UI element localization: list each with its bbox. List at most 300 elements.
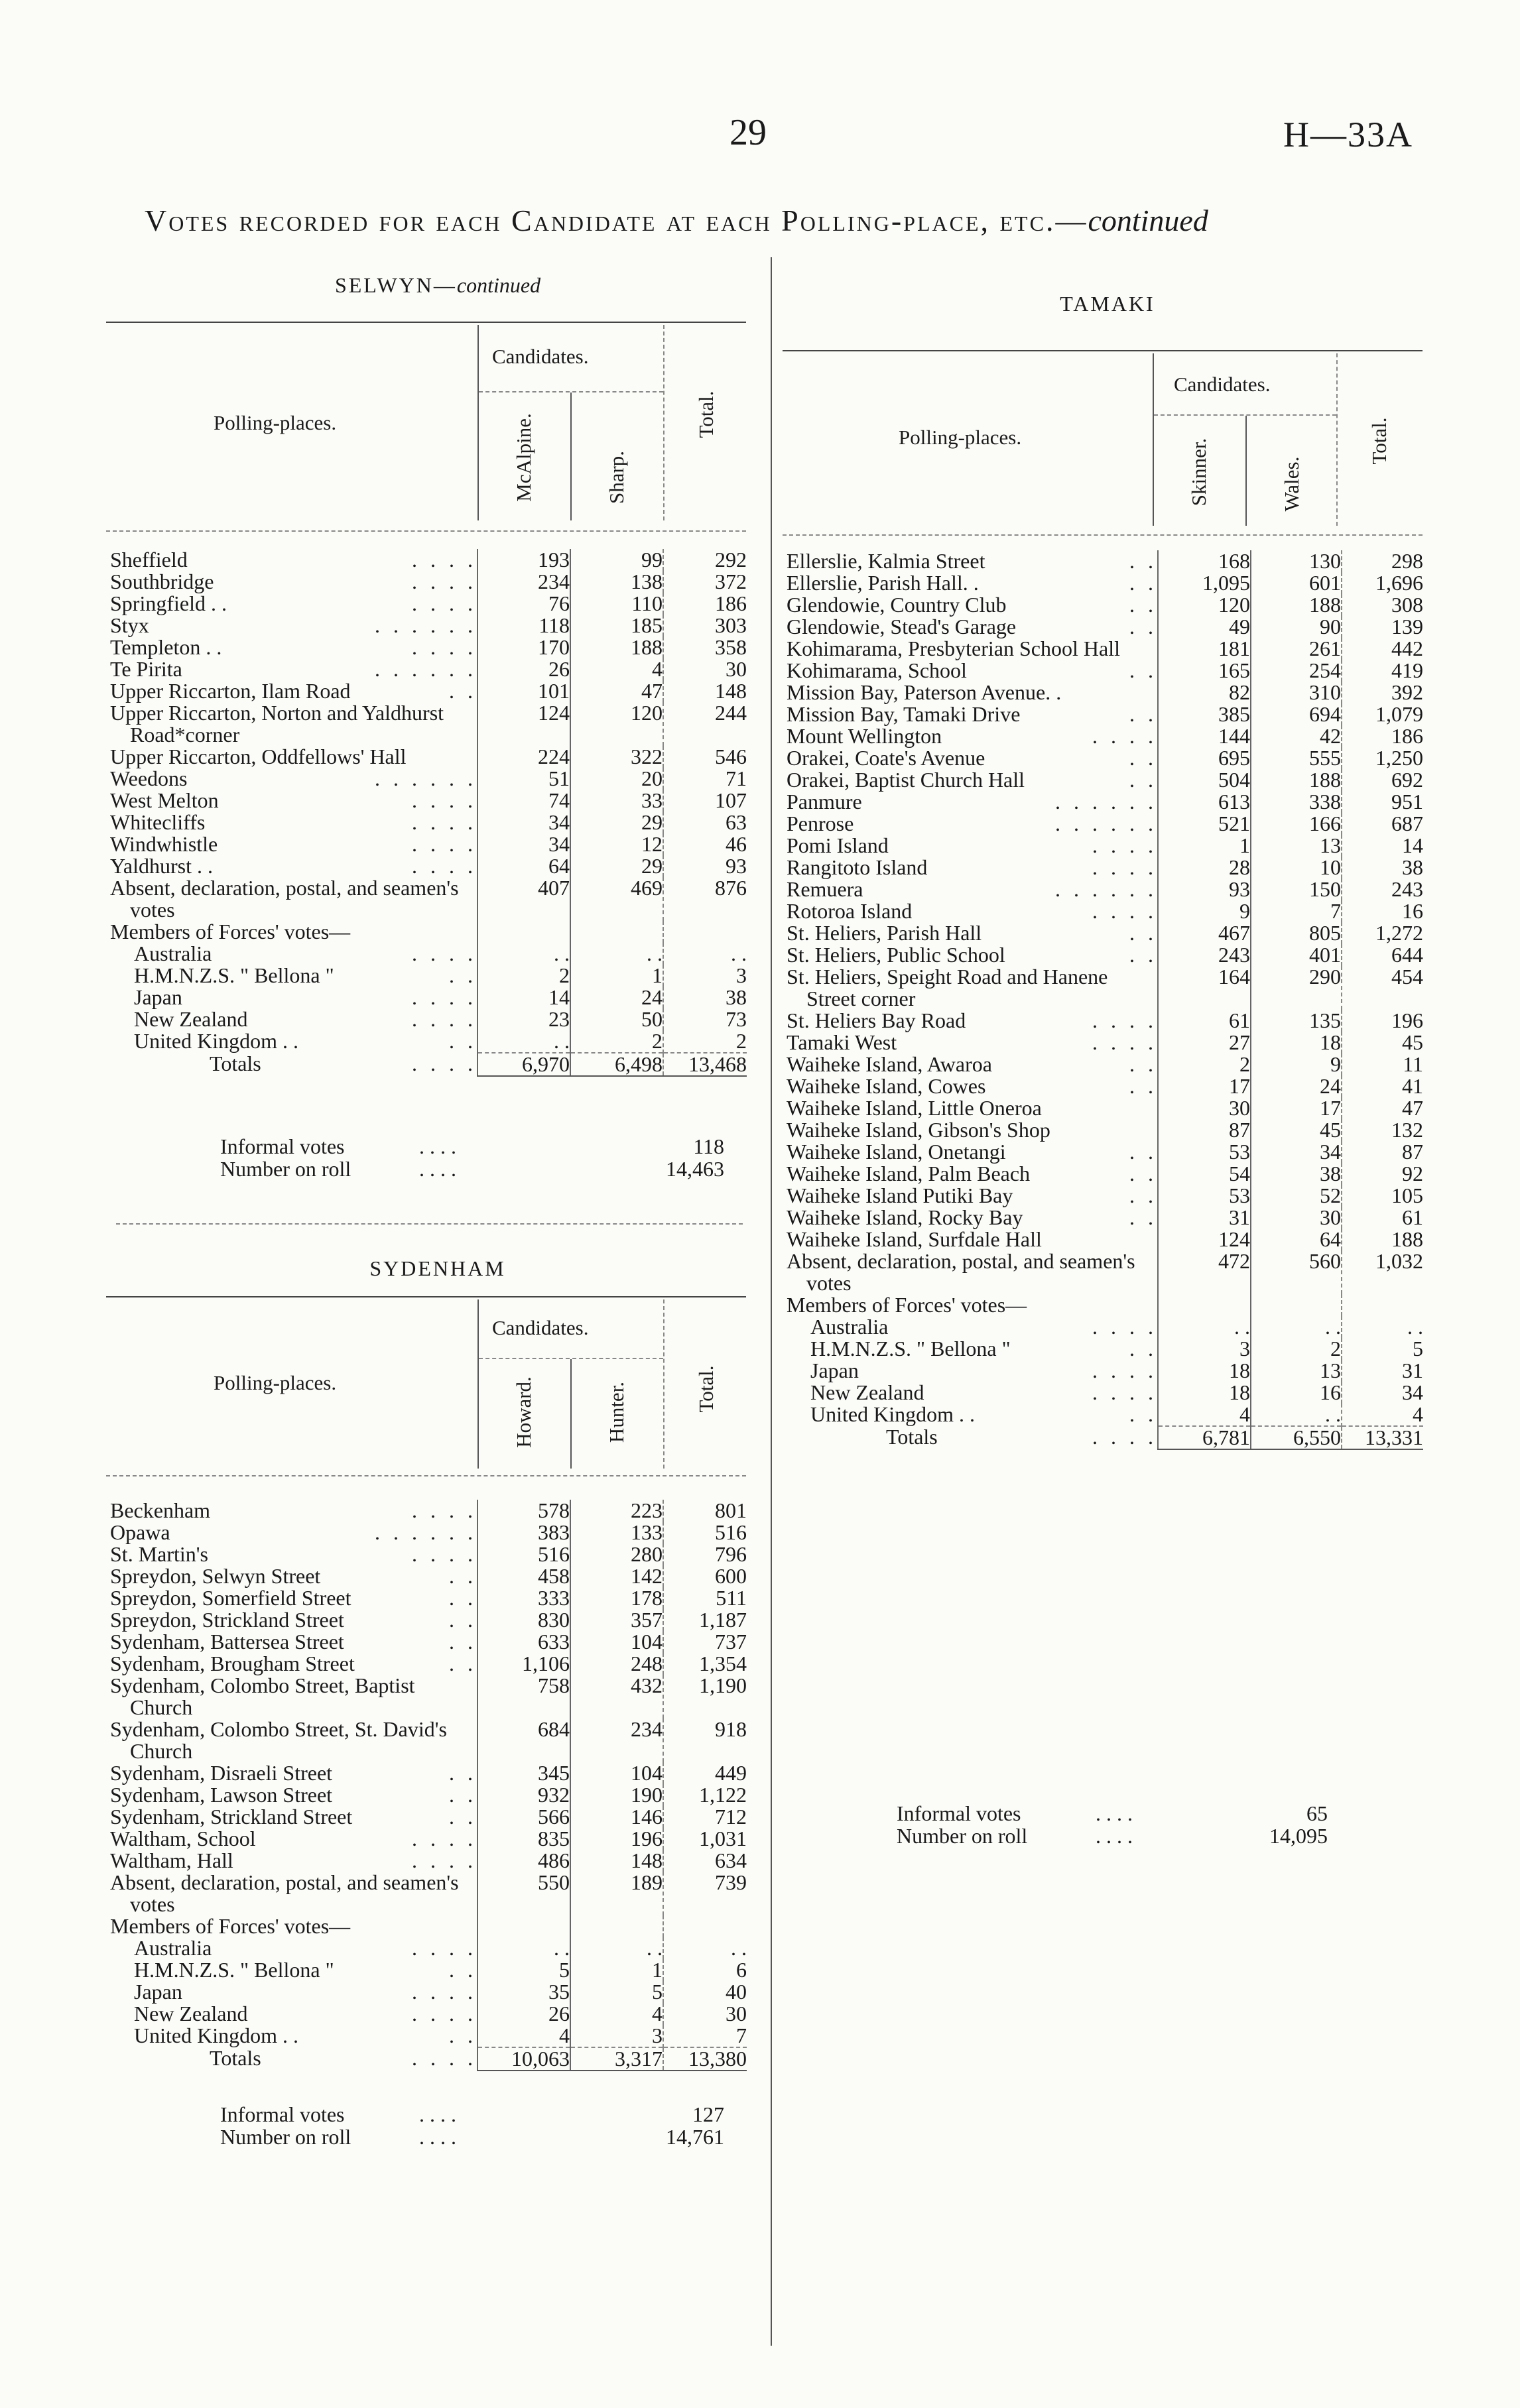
tamaki-table-row bbox=[787, 813, 1423, 835]
polling-place-cell bbox=[110, 1008, 477, 1030]
candidate-1-votes: 613 bbox=[1158, 791, 1251, 813]
polling-place-name: Sheffield bbox=[110, 548, 188, 572]
total-votes: 1,190 bbox=[663, 1675, 747, 1718]
polling-place-name: New Zealand bbox=[134, 1007, 248, 1031]
polling-place-name: Tamaki West bbox=[787, 1030, 897, 1054]
totals-label-cell bbox=[110, 2047, 477, 2071]
polling-place-name: Waiheke Island, Awaroa bbox=[787, 1052, 992, 1076]
candidate-1-votes: 1 bbox=[1158, 835, 1251, 857]
leader-dots: . . . . . . bbox=[1055, 812, 1157, 835]
total-votes: 692 bbox=[1342, 769, 1423, 791]
polling-place-cell bbox=[110, 1981, 477, 2003]
polling-place-name: Rotoroa Island bbox=[787, 899, 913, 923]
tamaki-table-row bbox=[787, 835, 1423, 857]
sydenham-header-rule-bottom bbox=[106, 1475, 746, 1476]
polling-place-cell bbox=[787, 747, 1158, 769]
selwyn-table-row bbox=[110, 987, 747, 1008]
candidate-2-votes: 30 bbox=[1251, 1207, 1342, 1229]
candidate-2-votes: 188 bbox=[570, 636, 663, 658]
candidate-2-votes: 17 bbox=[1251, 1097, 1342, 1119]
candidate-1-votes: 28 bbox=[1158, 857, 1251, 878]
leader-dots: . . . . bbox=[1092, 724, 1157, 748]
total-votes: 392 bbox=[1342, 682, 1423, 703]
tamaki-table-row bbox=[787, 1382, 1423, 1404]
sydenham-informal-votes bbox=[220, 2103, 724, 2126]
sydenham-roll-dots: . . . . bbox=[419, 2125, 456, 2149]
tamaki-informal-dots: . . . . bbox=[1096, 1801, 1133, 1825]
tamaki-totals-row bbox=[787, 1426, 1423, 1449]
leader-dots: . . . . bbox=[412, 810, 477, 834]
candidate-2-votes: 33 bbox=[570, 790, 663, 812]
polling-place-cell bbox=[787, 878, 1158, 900]
total-votes: 358 bbox=[663, 636, 747, 658]
candidate-2-votes: 47 bbox=[570, 680, 663, 702]
leader-dots: . . bbox=[449, 1564, 477, 1588]
totals-label: Totals bbox=[210, 2046, 261, 2070]
document-reference: H—33A bbox=[1283, 115, 1413, 154]
polling-place-cell bbox=[110, 2003, 477, 2025]
tamaki-table-row bbox=[787, 594, 1423, 616]
leader-dots: . . bbox=[449, 1805, 477, 1829]
polling-place-name: St. Heliers, Public School bbox=[787, 943, 1005, 967]
polling-place-name: Sydenham, Disraeli Street bbox=[110, 1761, 333, 1785]
leader-dots: . . bbox=[1129, 1052, 1157, 1076]
leader-dots: . . . . bbox=[412, 1848, 477, 1872]
total-votes: 796 bbox=[663, 1543, 747, 1565]
total-votes: 16 bbox=[1342, 900, 1423, 922]
polling-place-name: Absent, declaration, postal, and seamen's votes bbox=[110, 1870, 459, 1916]
leader-dots: . . . . bbox=[412, 635, 477, 659]
leader-dots: . . bbox=[1129, 571, 1157, 595]
selwyn-candidate-2-header: Sharp. bbox=[605, 450, 628, 505]
candidate-2-votes: 13 bbox=[1251, 1360, 1342, 1382]
sydenham-table-row bbox=[110, 1850, 747, 1872]
polling-place-name: Orakei, Coate's Avenue bbox=[787, 746, 985, 770]
candidate-1-votes: 118 bbox=[477, 615, 570, 636]
tamaki-header-divider-3 bbox=[1336, 353, 1339, 526]
candidate-1-votes: 35 bbox=[477, 1981, 570, 2003]
total-votes: 737 bbox=[663, 1631, 747, 1653]
selwyn-informal-value: 118 bbox=[693, 1134, 724, 1158]
selwyn-table-row bbox=[110, 1008, 747, 1030]
polling-place-name: Panmure bbox=[787, 790, 862, 813]
total-votes: . . bbox=[663, 943, 747, 965]
polling-place-cell bbox=[110, 1828, 477, 1850]
tamaki-table-row bbox=[787, 1163, 1423, 1185]
selwyn-header-rule-top bbox=[106, 322, 746, 323]
candidate-2-votes: 188 bbox=[1251, 594, 1342, 616]
polling-place-name: Sydenham, Battersea Street bbox=[110, 1630, 344, 1654]
total-votes: 93 bbox=[663, 855, 747, 877]
polling-place-cell bbox=[110, 1500, 477, 1522]
polling-place-cell bbox=[787, 1185, 1158, 1207]
candidate-2-votes: 223 bbox=[570, 1500, 663, 1522]
candidate-1-votes: 170 bbox=[477, 636, 570, 658]
polling-place-name: Kohimarama, Presbyterian School Hall bbox=[787, 636, 1120, 660]
polling-place-cell bbox=[787, 835, 1158, 857]
selwyn-table-row bbox=[110, 943, 747, 965]
leader-dots: . . . . bbox=[412, 570, 477, 593]
total-votes: 92 bbox=[1342, 1163, 1423, 1185]
total-votes: 876 bbox=[663, 877, 747, 921]
polling-place-name: Rangitoto Island bbox=[787, 855, 928, 879]
sydenham-table-row bbox=[110, 1543, 747, 1565]
selwyn-table-row bbox=[110, 571, 747, 593]
polling-place-cell bbox=[110, 1565, 477, 1587]
polling-place-cell bbox=[787, 550, 1158, 572]
leader-dots: . . . . bbox=[412, 1542, 477, 1566]
polling-place-name: Windwhistle bbox=[110, 832, 218, 856]
selwyn-table-row bbox=[110, 877, 747, 921]
polling-place-name: Japan bbox=[134, 1980, 182, 2004]
total-votes: 47 bbox=[1342, 1097, 1423, 1119]
leader-dots: . . . . . . bbox=[1055, 790, 1157, 813]
polling-place-name: Sydenham, Brougham Street bbox=[110, 1652, 355, 1675]
polling-place-cell bbox=[787, 1229, 1158, 1250]
tamaki-candidate-2-header: Wales. bbox=[1280, 456, 1303, 512]
polling-place-cell bbox=[110, 768, 477, 790]
tamaki-header-rule-bottom bbox=[783, 534, 1423, 536]
leader-dots: . . . . bbox=[412, 854, 477, 878]
polling-place-name: Australia bbox=[134, 1936, 212, 1960]
candidate-1-votes: 34 bbox=[477, 833, 570, 855]
candidate-1-votes: 1,095 bbox=[1158, 572, 1251, 594]
polling-place-cell bbox=[110, 943, 477, 965]
selwyn-table-row bbox=[110, 812, 747, 833]
total-votes: 3 bbox=[663, 965, 747, 987]
leader-dots: . . bbox=[1129, 1074, 1157, 1098]
polling-place-name: Waiheke Island, Surfdale Hall bbox=[787, 1227, 1042, 1251]
polling-place-cell bbox=[787, 1316, 1158, 1338]
leader-dots: . . . . bbox=[412, 985, 477, 1009]
polling-place-cell bbox=[110, 636, 477, 658]
leader-dots: . . bbox=[449, 963, 477, 987]
tamaki-informal-votes bbox=[897, 1802, 1328, 1825]
selwyn-roll-label: Number on roll bbox=[220, 1157, 351, 1181]
tamaki-section-title: TAMAKI bbox=[1060, 292, 1155, 316]
polling-place-name: New Zealand bbox=[810, 1380, 924, 1404]
polling-place-cell bbox=[110, 2025, 477, 2047]
selwyn-header-divider-2 bbox=[570, 392, 572, 520]
total-votes: 1,079 bbox=[1342, 703, 1423, 725]
candidate-2-total: 3,317 bbox=[570, 2047, 663, 2071]
polling-place-cell bbox=[787, 594, 1158, 616]
selwyn-table-row bbox=[110, 702, 747, 746]
selwyn-table-row bbox=[110, 1030, 747, 1053]
selwyn-header-rule-bottom bbox=[106, 530, 746, 532]
tamaki-table-row bbox=[787, 1229, 1423, 1250]
polling-place-name: Yaldhurst . . bbox=[110, 854, 213, 878]
leader-dots: . . . . bbox=[1092, 855, 1157, 879]
leader-dots: . . bbox=[1129, 1183, 1157, 1207]
candidate-1-votes: 5 bbox=[477, 1959, 570, 1981]
tamaki-table-row bbox=[787, 1338, 1423, 1360]
tamaki-results-table bbox=[787, 550, 1423, 1450]
candidate-1-votes: 17 bbox=[1158, 1075, 1251, 1097]
tamaki-table-row bbox=[787, 1360, 1423, 1382]
leader-dots: . . bbox=[449, 1586, 477, 1610]
total-votes: 511 bbox=[663, 1587, 747, 1609]
polling-place-name: Southbridge bbox=[110, 570, 214, 593]
candidate-2-votes: . . bbox=[570, 1937, 663, 1959]
selwyn-header-divider-1 bbox=[477, 325, 479, 520]
candidate-2-votes bbox=[570, 921, 663, 943]
sydenham-informal-dots: . . . . bbox=[419, 2102, 456, 2126]
tamaki-informal-label: Informal votes bbox=[897, 1801, 1021, 1825]
candidate-2-votes: . . bbox=[1251, 1316, 1342, 1338]
total-votes: . . bbox=[663, 1937, 747, 1959]
leader-dots: . . . . bbox=[1092, 899, 1157, 923]
sydenham-table-row bbox=[110, 1631, 747, 1653]
candidate-2-votes: 64 bbox=[1251, 1229, 1342, 1250]
polling-place-cell bbox=[787, 1163, 1158, 1185]
polling-place-cell bbox=[787, 900, 1158, 922]
candidate-1-votes: 385 bbox=[1158, 703, 1251, 725]
leader-dots: . . bbox=[449, 1783, 477, 1807]
total-votes: 1,122 bbox=[663, 1784, 747, 1806]
total-votes: 45 bbox=[1342, 1032, 1423, 1054]
polling-place-name: United Kingdom . . bbox=[134, 2023, 298, 2047]
candidate-2-votes: 3 bbox=[570, 2025, 663, 2047]
page-title bbox=[145, 203, 1405, 238]
candidate-1-votes: 23 bbox=[477, 1008, 570, 1030]
sydenham-table-row bbox=[110, 2003, 747, 2025]
candidate-2-votes: 4 bbox=[570, 2003, 663, 2025]
sydenham-candidates-header: Candidates. bbox=[492, 1316, 589, 1339]
leader-dots: . . bbox=[1129, 1162, 1157, 1185]
polling-place-cell bbox=[787, 944, 1158, 966]
leader-dots: . . bbox=[449, 1958, 477, 1982]
total-votes: 4 bbox=[1342, 1404, 1423, 1426]
candidate-2-votes: 2 bbox=[570, 1030, 663, 1053]
polling-place-cell bbox=[787, 660, 1158, 682]
leader-dots: . . bbox=[449, 679, 477, 703]
total-votes: 951 bbox=[1342, 791, 1423, 813]
total-votes: 516 bbox=[663, 1522, 747, 1543]
selwyn-number-on-roll bbox=[220, 1158, 724, 1180]
candidate-1-votes: 53 bbox=[1158, 1185, 1251, 1207]
sydenham-table-row bbox=[110, 1915, 747, 1937]
sydenham-header-divider-1 bbox=[477, 1299, 479, 1469]
candidate-2-votes: 178 bbox=[570, 1587, 663, 1609]
polling-place-name: Sydenham, Lawson Street bbox=[110, 1783, 333, 1807]
candidate-1-votes: 120 bbox=[1158, 594, 1251, 616]
sydenham-informal-label: Informal votes bbox=[220, 2102, 345, 2126]
tamaki-table-row bbox=[787, 616, 1423, 638]
candidate-2-votes: 148 bbox=[570, 1850, 663, 1872]
total-votes: 61 bbox=[1342, 1207, 1423, 1229]
candidate-1-votes: 550 bbox=[477, 1872, 570, 1915]
candidate-1-votes: 26 bbox=[477, 2003, 570, 2025]
polling-place-cell bbox=[787, 725, 1158, 747]
polling-place-name: Waltham, Hall bbox=[110, 1848, 233, 1872]
total-votes: 1,032 bbox=[1342, 1250, 1423, 1294]
polling-place-cell bbox=[787, 1141, 1158, 1163]
candidate-1-votes: 18 bbox=[1158, 1382, 1251, 1404]
leader-dots: . . . . bbox=[412, 591, 477, 615]
sydenham-table-row bbox=[110, 1609, 747, 1631]
tamaki-table-row bbox=[787, 1119, 1423, 1141]
polling-place-name: Pomi Island bbox=[787, 833, 889, 857]
candidate-1-votes: 835 bbox=[477, 1828, 570, 1850]
leader-dots: . . . . bbox=[412, 1052, 477, 1075]
total-votes: 298 bbox=[1342, 550, 1423, 572]
polling-place-name: Upper Riccarton, Oddfellows' Hall bbox=[110, 745, 407, 768]
leader-dots: . . . . bbox=[412, 1936, 477, 1960]
polling-place-cell bbox=[110, 1522, 477, 1543]
candidate-1-votes: . . bbox=[477, 1937, 570, 1959]
tamaki-informal-value: 65 bbox=[1306, 1801, 1328, 1825]
sydenham-table-row bbox=[110, 1675, 747, 1718]
polling-place-cell bbox=[787, 966, 1158, 1010]
leader-dots: . . bbox=[449, 1630, 477, 1654]
polling-place-cell bbox=[787, 813, 1158, 835]
tamaki-roll-label: Number on roll bbox=[897, 1824, 1028, 1848]
leader-dots: . . . . bbox=[412, 1827, 477, 1850]
totals-label-cell bbox=[787, 1426, 1158, 1449]
total-votes: 2 bbox=[663, 1030, 747, 1053]
polling-place-cell bbox=[787, 703, 1158, 725]
sydenham-table-row bbox=[110, 1937, 747, 1959]
selwyn-roll-dots: . . . . bbox=[419, 1157, 456, 1181]
candidate-2-votes bbox=[1251, 1294, 1342, 1316]
candidate-1-votes: 124 bbox=[477, 702, 570, 746]
candidate-2-votes: 338 bbox=[1251, 791, 1342, 813]
tamaki-table-row bbox=[787, 1032, 1423, 1054]
leader-dots: . . bbox=[1129, 943, 1157, 967]
candidate-1-total: 6,970 bbox=[477, 1053, 570, 1076]
tamaki-candidates-rule bbox=[1154, 414, 1336, 416]
grand-total: 13,468 bbox=[663, 1053, 747, 1076]
selwyn-informal-dots: . . . . bbox=[419, 1134, 456, 1158]
leader-dots: . . . . bbox=[412, 2046, 477, 2070]
polling-place-name: Absent, declaration, postal, and seamen's votes bbox=[787, 1249, 1135, 1295]
candidate-2-votes: 24 bbox=[570, 987, 663, 1008]
polling-place-cell bbox=[110, 855, 477, 877]
sydenham-table-row bbox=[110, 1784, 747, 1806]
total-votes: 186 bbox=[1342, 725, 1423, 747]
candidate-1-votes: 93 bbox=[1158, 878, 1251, 900]
candidate-2-votes: 50 bbox=[570, 1008, 663, 1030]
candidate-1-votes: 124 bbox=[1158, 1229, 1251, 1250]
candidate-1-votes: 830 bbox=[477, 1609, 570, 1631]
candidate-2-votes: 45 bbox=[1251, 1119, 1342, 1141]
polling-place-name: Japan bbox=[134, 985, 182, 1009]
sydenham-table-row bbox=[110, 1872, 747, 1915]
selwyn-candidates-header: Candidates. bbox=[492, 345, 589, 368]
polling-place-cell bbox=[787, 922, 1158, 944]
polling-place-name: Waltham, School bbox=[110, 1827, 256, 1850]
polling-place-name: Springfield . . bbox=[110, 591, 227, 615]
tamaki-table-row bbox=[787, 900, 1423, 922]
candidate-1-votes: 932 bbox=[477, 1784, 570, 1806]
polling-place-name: Members of Forces' votes— bbox=[110, 1914, 351, 1938]
candidate-1-votes: 3 bbox=[1158, 1338, 1251, 1360]
candidate-1-votes bbox=[477, 921, 570, 943]
total-votes: 30 bbox=[663, 658, 747, 680]
candidate-2-votes: 9 bbox=[1251, 1054, 1342, 1075]
selwyn-totals-row bbox=[110, 1053, 747, 1076]
candidate-2-votes: 10 bbox=[1251, 857, 1342, 878]
candidate-1-votes: 101 bbox=[477, 680, 570, 702]
selwyn-table-row bbox=[110, 746, 747, 768]
selwyn-table-row bbox=[110, 615, 747, 636]
polling-place-cell bbox=[787, 1010, 1158, 1032]
polling-place-name: Mission Bay, Tamaki Drive bbox=[787, 702, 1021, 726]
tamaki-table-row bbox=[787, 769, 1423, 791]
candidate-2-votes: 254 bbox=[1251, 660, 1342, 682]
polling-place-cell bbox=[110, 812, 477, 833]
tamaki-number-on-roll bbox=[897, 1825, 1328, 1847]
total-votes: 31 bbox=[1342, 1360, 1423, 1382]
total-votes: 801 bbox=[663, 1500, 747, 1522]
leader-dots: . . . . bbox=[412, 548, 477, 572]
candidate-1-votes: 516 bbox=[477, 1543, 570, 1565]
sydenham-roll-label: Number on roll bbox=[220, 2125, 351, 2149]
candidate-1-votes bbox=[1158, 1294, 1251, 1316]
total-votes: 34 bbox=[1342, 1382, 1423, 1404]
candidate-2-votes: 189 bbox=[570, 1872, 663, 1915]
candidate-2-votes: 120 bbox=[570, 702, 663, 746]
candidate-2-votes: 24 bbox=[1251, 1075, 1342, 1097]
polling-place-cell bbox=[110, 1959, 477, 1981]
polling-place-name: Ellerslie, Parish Hall. . bbox=[787, 571, 979, 595]
polling-place-cell bbox=[787, 1097, 1158, 1119]
total-votes bbox=[663, 1915, 747, 1937]
candidate-1-votes: 407 bbox=[477, 877, 570, 921]
polling-place-cell bbox=[110, 790, 477, 812]
total-votes: 107 bbox=[663, 790, 747, 812]
total-votes: 40 bbox=[663, 1981, 747, 2003]
selwyn-table-row bbox=[110, 636, 747, 658]
candidate-1-votes: 82 bbox=[1158, 682, 1251, 703]
candidate-2-votes: 4 bbox=[570, 658, 663, 680]
total-votes: 644 bbox=[1342, 944, 1423, 966]
total-votes: 600 bbox=[663, 1565, 747, 1587]
total-votes: 148 bbox=[663, 680, 747, 702]
total-votes: 132 bbox=[1342, 1119, 1423, 1141]
total-votes: 1,031 bbox=[663, 1828, 747, 1850]
sydenham-candidates-rule bbox=[479, 1358, 663, 1359]
tamaki-header-rule-top bbox=[783, 350, 1423, 351]
grand-total: 13,331 bbox=[1342, 1426, 1423, 1449]
candidate-1-votes: 504 bbox=[1158, 769, 1251, 791]
candidate-2-votes: 146 bbox=[570, 1806, 663, 1828]
total-votes: 14 bbox=[1342, 835, 1423, 857]
tamaki-table-row bbox=[787, 1097, 1423, 1119]
polling-place-cell bbox=[110, 921, 477, 943]
polling-place-name: Beckenham bbox=[110, 1498, 211, 1522]
sydenham-table-row bbox=[110, 2025, 747, 2047]
candidate-1-votes: 486 bbox=[477, 1850, 570, 1872]
candidate-1-votes: 49 bbox=[1158, 616, 1251, 638]
tamaki-table-row bbox=[787, 966, 1423, 1010]
polling-place-name: Spreydon, Selwyn Street bbox=[110, 1564, 321, 1588]
tamaki-table-row bbox=[787, 857, 1423, 878]
candidate-1-votes: 51 bbox=[477, 768, 570, 790]
candidate-2-total: 6,498 bbox=[570, 1053, 663, 1076]
leader-dots: . . bbox=[1129, 658, 1157, 682]
total-votes: 1,354 bbox=[663, 1653, 747, 1675]
sydenham-table-row bbox=[110, 1806, 747, 1828]
polling-place-cell bbox=[787, 1338, 1158, 1360]
leader-dots: . . . . bbox=[1092, 1358, 1157, 1382]
total-votes: 1,696 bbox=[1342, 572, 1423, 594]
tamaki-table-row bbox=[787, 725, 1423, 747]
total-votes: 308 bbox=[1342, 594, 1423, 616]
leader-dots: . . bbox=[1129, 593, 1157, 617]
candidate-1-votes: 4 bbox=[477, 2025, 570, 2047]
